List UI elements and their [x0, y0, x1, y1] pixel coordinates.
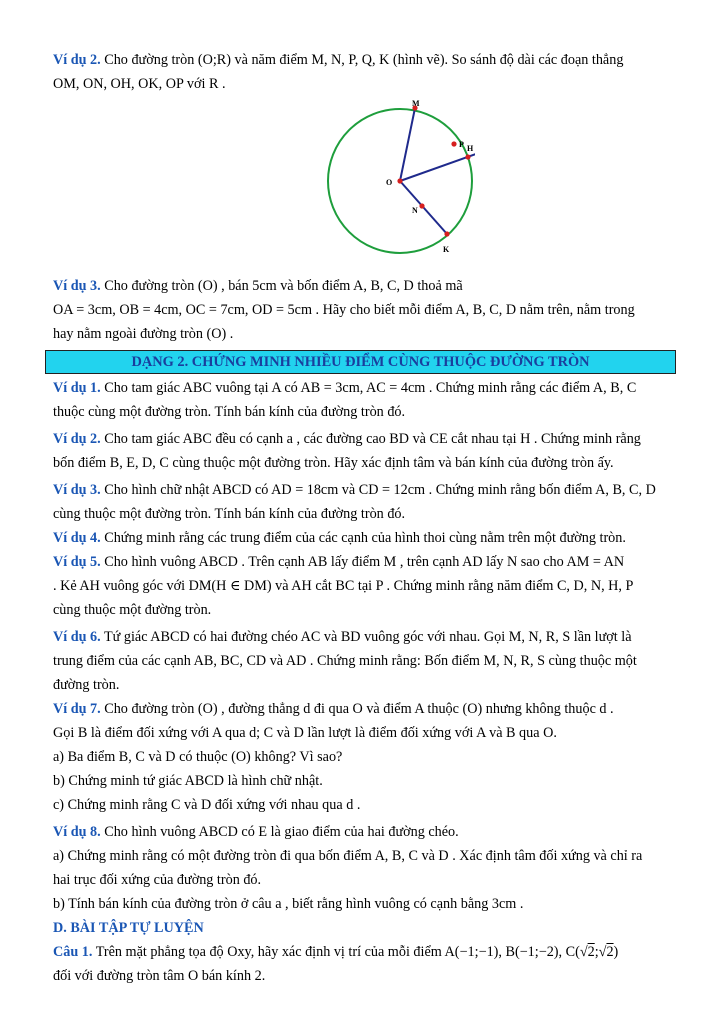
- segment-om: [400, 108, 415, 181]
- example-2-paragraph: [53, 48, 668, 72]
- example-label: Ví dụ 3.: [53, 482, 101, 498]
- example-label: Ví dụ 8.: [53, 824, 101, 840]
- point-p: [451, 141, 456, 146]
- text-line: đối với đường tròn tâm O bán kính 2.: [53, 968, 266, 984]
- text-line: Trên mặt phẳng tọa độ Oxy, hãy xác định vị trí của mỗi điểm A(−1;−1), B(−1;−2), C(: [92, 944, 580, 960]
- text-line: Cho tam giác ABC đều có cạnh a , các đường cao BD và CE cắt nhau tại H . Chứng minh rằng: [100, 431, 641, 447]
- point-n: [419, 203, 424, 208]
- text-line: đường tròn.: [53, 677, 120, 693]
- example-4-paragraph: [53, 526, 668, 550]
- example-1-paragraph: [53, 376, 668, 400]
- text-line: cùng thuộc một đường tròn. Tính bán kính của đường tròn đó.: [53, 506, 406, 522]
- separator: ;: [594, 944, 599, 960]
- example-2b-paragraph: [53, 427, 668, 451]
- label-h: H: [467, 144, 474, 153]
- text-line: . Kẻ AH vuông góc với DM(H ∈ DM) và AH cắt BC tại P . Chứng minh rằng năm điểm C, D, N, H, P: [53, 578, 634, 594]
- close-paren: ): [613, 944, 619, 960]
- text-line: Cho hình chữ nhật ABCD có AD = 18cm và CD = 12cm . Chứng minh rằng bốn điểm A, B, C, D: [100, 482, 656, 498]
- sqrt-value: 2: [606, 944, 614, 960]
- text-line: hay nằm ngoài đường tròn (O) .: [53, 326, 234, 342]
- example-label: Ví dụ 6.: [53, 629, 101, 645]
- text-line: hai trục đối xứng của đường tròn đó.: [53, 872, 262, 888]
- point-p-marker: [450, 138, 480, 158]
- example-label: Ví dụ 3.: [53, 278, 101, 294]
- point-k: [444, 231, 449, 236]
- exercise-label: Câu 1.: [53, 944, 93, 960]
- example-label: Ví dụ 7.: [53, 701, 101, 717]
- sqrt-value: 2: [587, 944, 595, 960]
- section-heading-d: D. BÀI TẬP TỰ LUYỆN: [53, 920, 204, 936]
- text-line: Cho hình vuông ABCD . Trên cạnh AB lấy điểm M , trên cạnh AD lấy N sao cho AM = AN: [100, 554, 625, 570]
- circle-figure: [53, 96, 668, 274]
- text-line: Cho đường tròn (O) , đường thẳng d đi qua O và điểm A thuộc (O) nhưng không thuộc d .: [100, 701, 614, 717]
- example-6-paragraph: [53, 625, 668, 649]
- text-line: Gọi B là điểm đối xứng với A qua d; C và D lần lượt là điểm đối xứng với A và B qua O.: [53, 725, 557, 741]
- point-o: [397, 178, 402, 183]
- text-line: trung điểm của các cạnh AB, BC, CD và AD . Chứng minh rằng: Bốn điểm M, N, R, S cùng thuộc một: [53, 653, 637, 669]
- example-label: Ví dụ 1.: [53, 380, 101, 396]
- example-label: Ví dụ 5.: [53, 554, 101, 570]
- exercise-1-paragraph: Câu 1. Trên mặt phẳng tọa độ Oxy, hãy xác định vị trí của mỗi điểm A(−1;−1), B(−1;−2), C(√2;√2): [53, 944, 619, 960]
- example-7-paragraph: [53, 697, 668, 721]
- sub-question-b: b) Chứng minh tứ giác ABCD là hình chữ nhật.: [53, 773, 323, 789]
- label-o: O: [386, 178, 393, 187]
- example-3b-paragraph: [53, 478, 668, 502]
- label-m: M: [412, 99, 420, 108]
- text-line: Chứng minh rằng các trung điểm của các cạnh của hình thoi cùng nằm trên một đường tròn.: [100, 530, 626, 546]
- example-3-paragraph: [53, 274, 668, 298]
- sub-question-a: a) Ba điểm B, C và D có thuộc (O) không? Vì sao?: [53, 749, 343, 765]
- label-k: K: [443, 245, 450, 254]
- text-line: Tứ giác ABCD có hai đường chéo AC và BD vuông góc với nhau. Gọi M, N, R, S lần lượt là: [100, 629, 632, 645]
- text-line: thuộc cùng một đường tròn. Tính bán kính của đường tròn đó.: [53, 404, 406, 420]
- example-label: Ví dụ 2.: [53, 431, 101, 447]
- sub-question-c: c) Chứng minh rằng C và D đối xứng với nhau qua d .: [53, 797, 361, 813]
- sub-question-b: b) Tính bán kính của đường tròn ở câu a , biết rằng hình vuông có cạnh bằng 3cm .: [53, 896, 524, 912]
- text-line: Cho hình vuông ABCD có E là giao điểm của hai đường chéo.: [100, 824, 459, 840]
- text-line: Cho đường tròn (O) , bán 5cm và bốn điểm A, B, C, D thoả mã: [100, 278, 463, 294]
- circle-diagram: [275, 96, 475, 274]
- label-n: N: [412, 206, 418, 215]
- text-line: OM, ON, OH, OK, OP với R .: [53, 76, 226, 92]
- text-line: Cho đường tròn (O;R) và năm điểm M, N, P, Q, K (hình vẽ). So sánh độ dài các đoạn thẳng: [100, 52, 624, 68]
- sub-question-a: a) Chứng minh rằng có một đường tròn đi qua bốn điểm A, B, C và D . Xác định tâm đối xứng và chỉ ra: [53, 848, 643, 864]
- text-line: Cho tam giác ABC vuông tại A có AB = 3cm, AC = 4cm . Chứng minh rằng các điểm A, B, C: [100, 380, 637, 396]
- example-5-paragraph: [53, 550, 668, 574]
- example-label: Ví dụ 4.: [53, 530, 101, 546]
- text-line: OA = 3cm, OB = 4cm, OC = 7cm, OD = 5cm . Hãy cho biết mỗi điểm A, B, C, D nằm trên, nằm trong: [53, 302, 635, 318]
- section-heading-dang-2: DẠNG 2. CHỨNG MINH NHIỀU ĐIỂM CÙNG THUỘC ĐƯỜNG TRÒN: [45, 350, 676, 374]
- example-8-paragraph: [53, 820, 668, 844]
- document-body: [53, 48, 668, 988]
- text-line: bốn điểm B, E, D, C cùng thuộc một đường tròn. Hãy xác định tâm và bán kính của đường tròn ấy.: [53, 455, 614, 471]
- text-line: cùng thuộc một đường tròn.: [53, 602, 212, 618]
- label-p: P: [459, 140, 464, 149]
- example-label: Ví dụ 2.: [53, 52, 101, 68]
